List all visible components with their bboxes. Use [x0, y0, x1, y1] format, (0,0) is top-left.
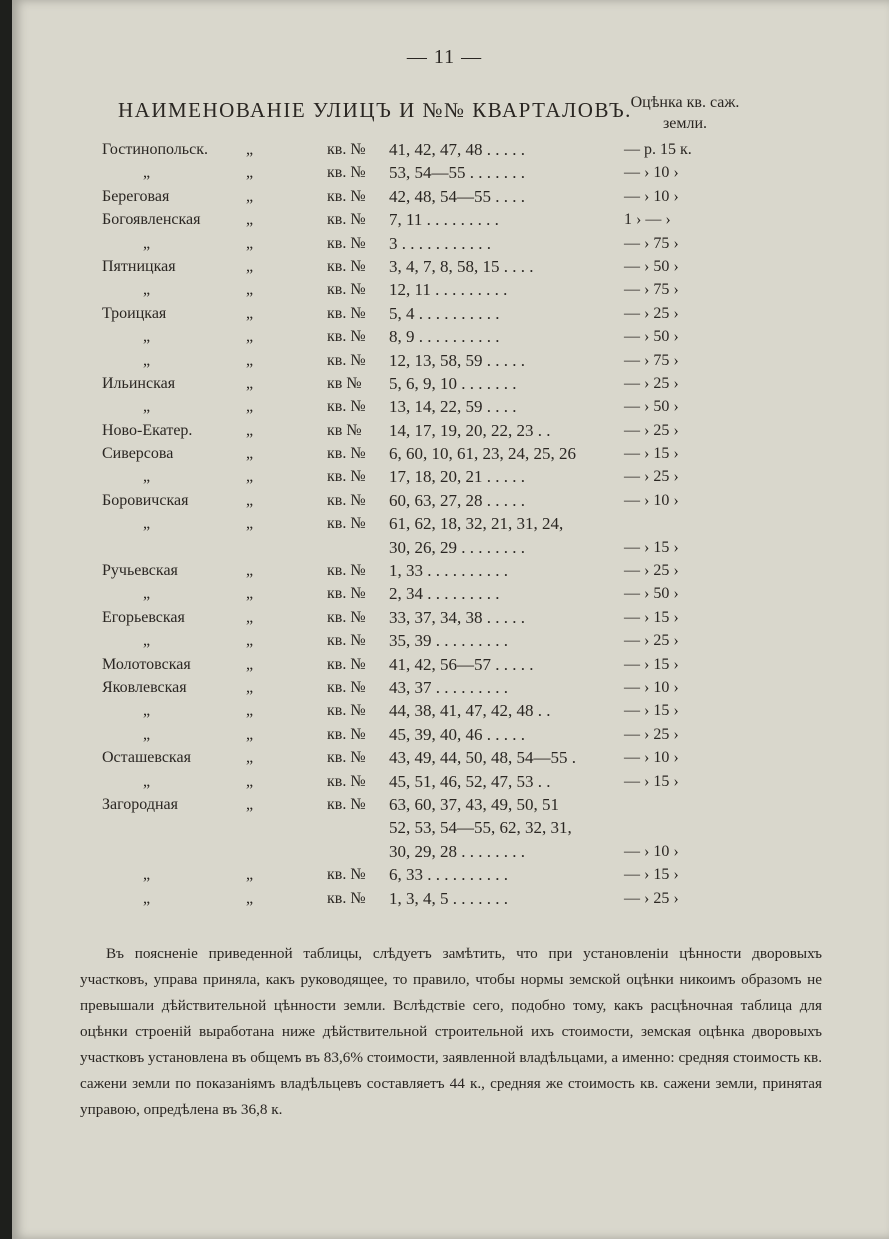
ditto-mark: „ [143, 328, 151, 346]
kvartal-numbers: 1, 33 . . . . . . . . . . [389, 561, 508, 581]
ditto-mark: „ [143, 164, 151, 182]
valuation-value: — › 25 › [624, 304, 679, 322]
kvartal-label: кв. № [327, 281, 366, 299]
table-row [0, 255, 889, 278]
valuation-value: — › 50 › [624, 257, 679, 275]
ditto-mark: „ [246, 281, 254, 299]
table-row [0, 302, 889, 325]
kvartal-label: кв. № [327, 795, 366, 813]
kvartal-numbers: 6, 33 . . . . . . . . . . [389, 865, 508, 885]
ditto-mark: „ [143, 351, 151, 369]
ditto-mark: „ [246, 445, 254, 463]
valuation-value: 1 › — › [624, 211, 671, 229]
table-row [0, 699, 889, 722]
ditto-mark: „ [246, 468, 254, 486]
valuation-value: — › 15 › [624, 538, 679, 556]
street-name: Пятницкая [102, 257, 176, 275]
street-name: Ручьевская [102, 562, 178, 580]
street-name: Молотовская [102, 655, 191, 673]
table-row [0, 840, 889, 863]
kvartal-numbers: 41, 42, 56—57 . . . . . [389, 654, 534, 674]
kvartal-numbers: 53, 54—55 . . . . . . . [389, 163, 525, 183]
kvartal-numbers: 12, 13, 58, 59 . . . . . [389, 350, 525, 370]
kvartal-numbers: 63, 60, 37, 43, 49, 50, 51 [389, 794, 559, 814]
valuation-value: — › 25 › [624, 468, 679, 486]
valuation-value: — › 15 › [624, 702, 679, 720]
ditto-mark: „ [143, 234, 151, 252]
valuation-value: — › 10 › [624, 842, 679, 860]
kvartal-numbers: 41, 42, 47, 48 . . . . . [389, 140, 525, 159]
table-row [0, 232, 889, 255]
kvartal-numbers: 43, 49, 44, 50, 48, 54—55 . [389, 748, 576, 768]
ditto-mark: „ [246, 702, 254, 720]
kvartal-numbers: 6, 60, 10, 61, 23, 24, 25, 26 [389, 444, 576, 464]
ditto-mark: „ [246, 585, 254, 603]
table-row [0, 606, 889, 629]
kvartal-label: кв. № [327, 889, 366, 907]
street-name: Богоявленская [102, 211, 201, 229]
valuation-value: — › 25 › [624, 889, 679, 907]
ditto-mark: „ [246, 608, 254, 626]
table-row [0, 653, 889, 676]
kvartal-label: кв. № [327, 211, 366, 229]
page-number: — 11 — [406, 46, 483, 68]
kvartal-numbers: 12, 11 . . . . . . . . . [389, 280, 508, 300]
valuation-table [0, 138, 889, 910]
valuation-value: — › 25 › [624, 562, 679, 580]
kvartal-label: кв. № [327, 678, 366, 696]
ditto-mark: „ [143, 281, 151, 299]
valuation-value: — › 15 › [624, 608, 679, 626]
ditto-mark: „ [143, 889, 151, 907]
table-row [0, 629, 889, 652]
kvartal-label: кв. № [327, 351, 366, 369]
kvartal-numbers: 5, 6, 9, 10 . . . . . . . [389, 373, 517, 393]
kvartal-numbers: 52, 53, 54—55, 62, 32, 31, [389, 818, 572, 838]
ditto-mark: „ [246, 515, 254, 533]
table-row [0, 582, 889, 605]
street-name: Сиверсова [102, 445, 174, 463]
street-name: Боровичская [102, 491, 189, 509]
ditto-mark: „ [143, 772, 151, 790]
ditto-mark: „ [246, 328, 254, 346]
table-title: НАИМЕНОВАНІЕ УЛИЦЪ И №№ КВАРТАЛОВЪ. [118, 98, 632, 122]
valuation-value: — › 75 › [624, 351, 679, 369]
kvartal-label: кв. № [327, 398, 366, 416]
street-name: Гостинопольск. [102, 141, 208, 158]
kvartal-numbers: 1, 3, 4, 5 . . . . . . . [389, 888, 508, 908]
valuation-value: — › 75 › [624, 281, 679, 299]
street-name: Троицкая [102, 304, 167, 322]
table-row [0, 887, 889, 910]
ditto-mark: „ [246, 351, 254, 369]
kvartal-numbers: 35, 39 . . . . . . . . . [389, 631, 508, 651]
table-row [0, 208, 889, 231]
kvartal-numbers: 42, 48, 54—55 . . . . [389, 186, 525, 206]
table-row [0, 863, 889, 886]
ditto-mark: „ [246, 866, 254, 884]
column-title-valuation: Оцѣнка кв. саж. земли. [630, 94, 740, 132]
street-name: Загородная [102, 795, 178, 813]
ditto-mark: „ [143, 515, 151, 533]
kvartal-numbers: 44, 38, 41, 47, 42, 48 . . [389, 701, 551, 721]
kvartal-label: кв № [327, 421, 362, 439]
kvartal-label: кв. № [327, 608, 366, 626]
kvartal-label: кв. № [327, 702, 366, 720]
valuation-value: — › 10 › [624, 491, 679, 509]
valuation-value: — › 10 › [624, 749, 679, 767]
table-row [0, 536, 889, 559]
kvartal-label: кв. № [327, 257, 366, 275]
kvartal-numbers: 61, 62, 18, 32, 21, 31, 24, [389, 514, 564, 534]
valuation-value: — › 25 › [624, 421, 679, 439]
table-row [0, 489, 889, 512]
ditto-mark: „ [246, 749, 254, 767]
kvartal-numbers: 43, 37 . . . . . . . . . [389, 677, 508, 697]
kvartal-label: кв. № [327, 632, 366, 650]
kvartal-numbers: 45, 39, 40, 46 . . . . . [389, 724, 525, 744]
kvartal-label: кв. № [327, 234, 366, 252]
kvartal-numbers: 7, 11 . . . . . . . . . [389, 210, 499, 230]
valuation-value: — › 10 › [624, 187, 679, 205]
kvartal-label: кв. № [327, 187, 366, 205]
valuation-value: — › 15 › [624, 866, 679, 884]
valuation-value: — › 15 › [624, 445, 679, 463]
valuation-value: — › 25 › [624, 632, 679, 650]
table-row [0, 559, 889, 582]
kvartal-label: кв. № [327, 328, 366, 346]
kvartal-label: кв. № [327, 164, 366, 182]
ditto-mark: „ [246, 889, 254, 907]
ditto-mark: „ [246, 562, 254, 580]
street-name: Береговая [102, 187, 170, 205]
street-name: Ново-Екатер. [102, 421, 193, 439]
kvartal-numbers: 5, 4 . . . . . . . . . . [389, 303, 500, 323]
ditto-mark: „ [246, 632, 254, 650]
kvartal-label: кв. № [327, 141, 366, 158]
kvartal-label: кв. № [327, 304, 366, 322]
ditto-mark: „ [246, 491, 254, 509]
ditto-mark: „ [143, 725, 151, 743]
kvartal-label: кв № [327, 374, 362, 392]
kvartal-numbers: 33, 37, 34, 38 . . . . . [389, 607, 525, 627]
kvartal-numbers: 3 . . . . . . . . . . . [389, 233, 491, 253]
ditto-mark: „ [246, 398, 254, 416]
kvartal-label: кв. № [327, 491, 366, 509]
kvartal-label: кв. № [327, 655, 366, 673]
street-name: Яковлевская [102, 678, 187, 696]
kvartal-numbers: 14, 17, 19, 20, 22, 23 . . [389, 420, 551, 440]
ditto-mark: „ [246, 655, 254, 673]
kvartal-numbers: 13, 14, 22, 59 . . . . [389, 397, 517, 417]
table-row [0, 325, 889, 348]
valuation-value: — р. 15 к. [624, 141, 692, 158]
kvartal-label: кв. № [327, 772, 366, 790]
ditto-mark: „ [246, 234, 254, 252]
table-row [0, 816, 889, 839]
kvartal-label: кв. № [327, 445, 366, 463]
kvartal-label: кв. № [327, 749, 366, 767]
table-row [0, 793, 889, 816]
valuation-value: — › 25 › [624, 374, 679, 392]
kvartal-numbers: 2, 34 . . . . . . . . . [389, 584, 500, 604]
ditto-mark: „ [143, 632, 151, 650]
explanatory-paragraph: Въ поясненіе приведенной таблицы, слѣдуетъ замѣтить, что при установленіи цѣнности дворовыхъ участковъ, управа приняла, какъ руководящее, то правило, чтобы нормы земской оцѣнки никоимъ образомъ не превышали дѣйствительной цѣнности земли. Вслѣдствіе сего, подобно тому, какъ расцѣночная таблица для оцѣнки строеній выработана ниже дѣйствительной строительной ихъ стоимости, земская оцѣнка дворовыхъ участковъ установлена въ общемъ въ 83,6% стоимости, заявленной владѣльцами, а именно: средняя стоимость кв. сажени земли по показаніямъ владѣльцевъ составляетъ 44 к., средняя же стоимость кв. сажени земли, принятая управою, опредѣлена въ 36,8 к. [80, 945, 822, 1118]
ditto-mark: „ [246, 725, 254, 743]
valuation-value: — › 50 › [624, 328, 679, 346]
table-row [0, 442, 889, 465]
kvartal-label: кв. № [327, 468, 366, 486]
kvartal-numbers: 3, 4, 7, 8, 58, 15 . . . . [389, 256, 534, 276]
kvartal-numbers: 45, 51, 46, 52, 47, 53 . . [389, 771, 551, 791]
kvartal-numbers: 60, 63, 27, 28 . . . . . [389, 490, 525, 510]
street-name: Осташевская [102, 749, 191, 767]
ditto-mark: „ [246, 141, 254, 158]
kvartal-numbers: 17, 18, 20, 21 . . . . . [389, 467, 525, 487]
ditto-mark: „ [143, 468, 151, 486]
ditto-mark: „ [246, 211, 254, 229]
street-name: Ильинская [102, 374, 176, 392]
valuation-value: — › 15 › [624, 772, 679, 790]
table-row [0, 465, 889, 488]
ditto-mark: „ [143, 585, 151, 603]
kvartal-label: кв. № [327, 866, 366, 884]
table-row [0, 770, 889, 793]
valuation-value: — › 75 › [624, 234, 679, 252]
table-row [0, 138, 889, 161]
kvartal-numbers: 30, 26, 29 . . . . . . . . [389, 537, 525, 557]
table-row [0, 395, 889, 418]
table-row [0, 676, 889, 699]
ditto-mark: „ [246, 795, 254, 813]
street-name: Егорьевская [102, 608, 185, 626]
valuation-value: — › 50 › [624, 398, 679, 416]
table-row [0, 161, 889, 184]
ditto-mark: „ [246, 678, 254, 696]
valuation-value: — › 50 › [624, 585, 679, 603]
ditto-mark: „ [246, 421, 254, 439]
valuation-value: — › 25 › [624, 725, 679, 743]
ditto-mark: „ [246, 772, 254, 790]
ditto-mark: „ [143, 398, 151, 416]
table-row [0, 746, 889, 769]
kvartal-label: кв. № [327, 562, 366, 580]
kvartal-numbers: 8, 9 . . . . . . . . . . [389, 327, 500, 347]
table-row [0, 185, 889, 208]
ditto-mark: „ [143, 866, 151, 884]
kvartal-label: кв. № [327, 725, 366, 743]
table-row [0, 349, 889, 372]
ditto-mark: „ [246, 374, 254, 392]
kvartal-label: кв. № [327, 585, 366, 603]
ditto-mark: „ [246, 164, 254, 182]
kvartal-numbers: 30, 29, 28 . . . . . . . . [389, 841, 525, 861]
ditto-mark: „ [246, 187, 254, 205]
table-row [0, 512, 889, 535]
ditto-mark: „ [246, 304, 254, 322]
table-row [0, 372, 889, 395]
ditto-mark: „ [143, 702, 151, 720]
valuation-value: — › 10 › [624, 164, 679, 182]
valuation-value: — › 15 › [624, 655, 679, 673]
valuation-value: — › 10 › [624, 678, 679, 696]
table-row [0, 723, 889, 746]
table-row [0, 419, 889, 442]
ditto-mark: „ [246, 257, 254, 275]
table-row [0, 278, 889, 301]
kvartal-label: кв. № [327, 515, 366, 533]
